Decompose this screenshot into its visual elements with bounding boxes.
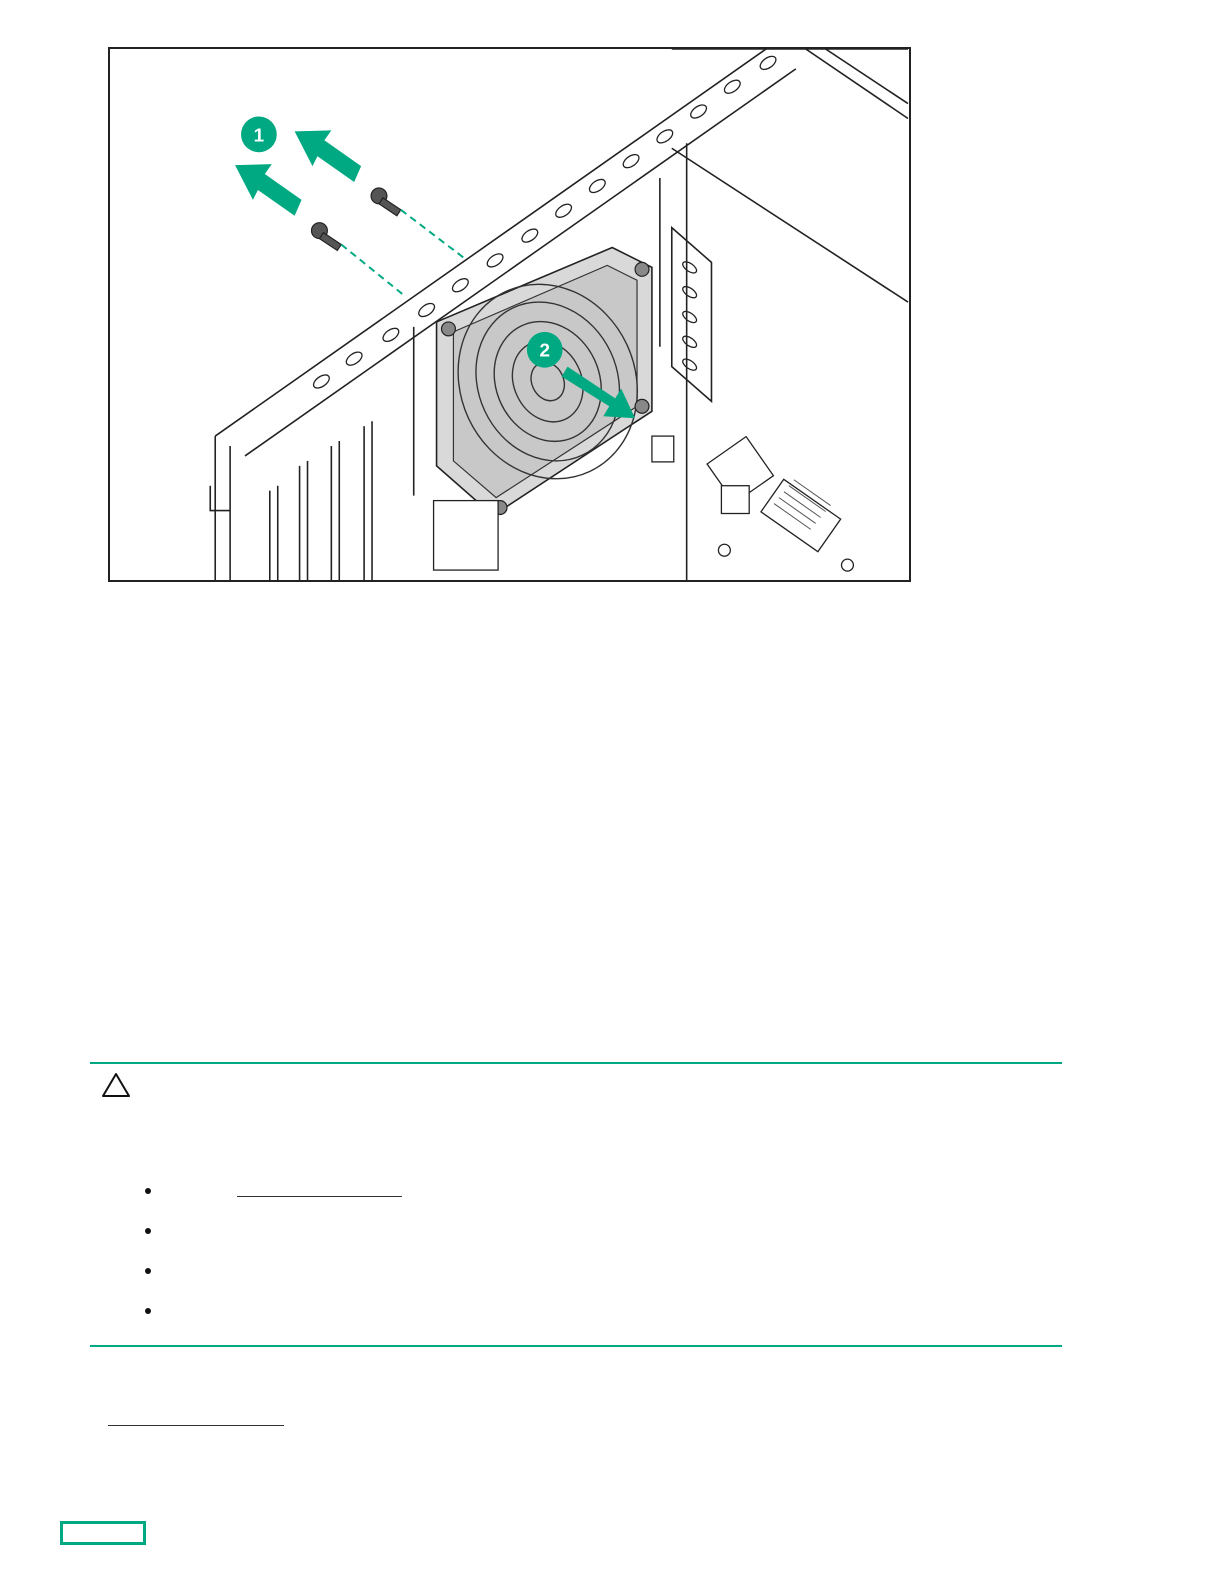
list-item — [140, 1220, 540, 1260]
footer-link[interactable] — [108, 1425, 284, 1426]
bullet-dot — [145, 1228, 151, 1234]
svg-text:1: 1 — [253, 124, 265, 146]
screw-icon — [311, 188, 400, 251]
list-item — [140, 1300, 540, 1340]
bullet-dot — [145, 1268, 151, 1274]
fan-icon — [427, 248, 669, 516]
callout-2 — [527, 332, 563, 368]
bullet-dot — [145, 1308, 151, 1314]
fan-removal-illustration — [108, 47, 911, 582]
callout-1 — [241, 116, 277, 152]
hpe-logo — [60, 1521, 146, 1545]
bullet-dot — [145, 1188, 151, 1194]
caution-triangle-icon — [101, 1072, 131, 1098]
caution-bullet-list — [140, 1180, 540, 1340]
list-item — [140, 1260, 540, 1300]
inline-link[interactable] — [237, 1196, 402, 1197]
svg-text:2: 2 — [539, 339, 550, 361]
chassis-diagram — [110, 49, 909, 580]
list-item — [140, 1180, 540, 1220]
caution-bottom-rule — [90, 1345, 1062, 1347]
caution-top-rule — [90, 1062, 1062, 1064]
